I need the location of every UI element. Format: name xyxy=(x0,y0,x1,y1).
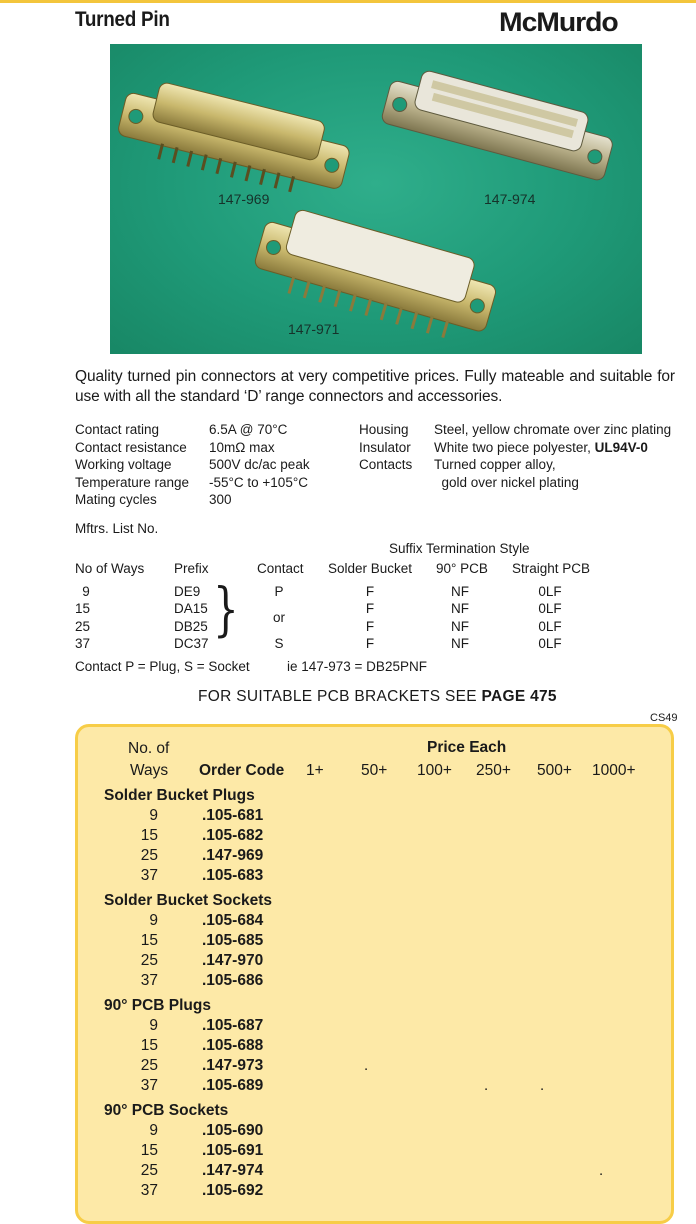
page-code: CS49 xyxy=(650,712,678,724)
spec-value: Turned copper alloy, xyxy=(434,457,556,472)
spec-value: 500V dc/ac peak xyxy=(209,457,310,472)
mfrs-prefix: DA15 xyxy=(174,601,208,616)
order-code[interactable]: .105-688 xyxy=(202,1037,264,1054)
spec-label: Contact rating xyxy=(75,422,160,437)
ways-value: 9 xyxy=(149,912,158,929)
stray-dot: . xyxy=(484,1077,489,1094)
connector-147-969 xyxy=(114,74,356,203)
suffix-straight: 0LF xyxy=(538,584,562,599)
suffix-heading: Suffix Termination Style xyxy=(389,541,530,556)
mfrs-title: Mftrs. List No. xyxy=(75,521,159,536)
mfrs-header: 90° PCB xyxy=(436,561,488,576)
suffix-pcb90: NF xyxy=(451,601,469,616)
mfrs-header: Prefix xyxy=(174,561,209,576)
contact-plug: P xyxy=(274,584,284,599)
ways-value: 15 xyxy=(140,1142,158,1159)
ways-value: 37 xyxy=(140,1077,158,1094)
photo-label-147-974: 147-974 xyxy=(484,191,536,207)
page-title: Turned Pin xyxy=(75,8,170,31)
contact-socket: S xyxy=(274,636,284,651)
mfrs-header: No of Ways xyxy=(75,561,145,576)
section-title: Solder Bucket Plugs xyxy=(104,787,255,804)
contact-or: or xyxy=(272,610,285,625)
spec-value: -55°C to +105°C xyxy=(209,474,308,490)
suffix-straight: 0LF xyxy=(538,601,562,616)
brackets-note: FOR SUITABLE PCB BRACKETS SEE PAGE 475 xyxy=(198,688,557,705)
ways-value: 9 xyxy=(149,807,158,824)
ways-value: 15 xyxy=(140,932,158,949)
order-code[interactable]: .147-970 xyxy=(202,952,264,969)
qty-header: 1000+ xyxy=(592,762,636,779)
spec-value: gold over nickel plating xyxy=(434,474,579,490)
suffix-pcb90: NF xyxy=(451,636,469,651)
suffix-solder: F xyxy=(365,636,375,651)
spec-label: Contacts xyxy=(359,457,413,472)
qty-header: 250+ xyxy=(476,762,511,779)
connector-147-974 xyxy=(381,62,619,181)
top-rule xyxy=(0,0,696,3)
mfrs-ways: 37 xyxy=(75,636,91,651)
spec-label: Housing xyxy=(359,422,409,437)
mfrs-ways: 9 xyxy=(82,584,90,599)
section-title: 90° PCB Plugs xyxy=(104,997,211,1014)
spec-value: 6.5A @ 70°C xyxy=(209,422,288,437)
section-title: 90° PCB Sockets xyxy=(104,1102,229,1119)
mfrs-header: Solder Bucket xyxy=(328,561,413,576)
spec-value: White two piece polyester, UL94V-0 xyxy=(434,439,648,455)
qty-header: 50+ xyxy=(361,762,388,779)
mfrs-ways: 25 xyxy=(75,619,91,634)
mfrs-ways: 15 xyxy=(75,601,91,616)
contact-legend: Contact P = Plug, S = Socket xyxy=(75,659,250,674)
mfrs-header: Straight PCB xyxy=(512,561,591,576)
order-code[interactable]: .147-969 xyxy=(202,847,264,864)
photo-label-147-969: 147-969 xyxy=(218,191,270,207)
ways-value: 25 xyxy=(140,1057,158,1074)
product-photo xyxy=(110,44,642,354)
order-code[interactable]: .105-686 xyxy=(202,972,264,989)
col-order-code: Order Code xyxy=(199,762,285,779)
qty-header: 100+ xyxy=(417,762,452,779)
spec-value: 300 xyxy=(209,492,232,507)
ways-value: 15 xyxy=(140,1037,158,1054)
section-title: Solder Bucket Sockets xyxy=(104,892,272,909)
brand-logo: McMurdo xyxy=(499,7,618,37)
ways-value: 9 xyxy=(149,1017,158,1034)
photo-label-147-971: 147-971 xyxy=(288,321,340,337)
mfrs-header: Contact xyxy=(257,561,304,576)
spec-label: Mating cycles xyxy=(75,492,157,507)
order-code[interactable]: .147-974 xyxy=(202,1162,264,1179)
stray-dot: . xyxy=(364,1057,369,1074)
spec-label: Temperature range xyxy=(75,474,190,490)
col-ways-2: Ways xyxy=(130,762,169,779)
price-heading: Price Each xyxy=(427,739,507,756)
qty-header: 1+ xyxy=(306,762,324,779)
order-example: ie 147-973 = DB25PNF xyxy=(287,659,427,674)
mfrs-prefix: DC37 xyxy=(174,636,209,651)
order-code[interactable]: .147-973 xyxy=(202,1057,264,1074)
order-code[interactable]: .105-691 xyxy=(202,1142,264,1159)
suffix-solder: F xyxy=(365,619,375,634)
spec-label: Contact resistance xyxy=(75,439,187,455)
ways-value: 25 xyxy=(140,952,158,969)
order-code[interactable]: .105-683 xyxy=(202,867,264,884)
ways-value: 25 xyxy=(140,847,158,864)
suffix-pcb90: NF xyxy=(451,584,469,599)
spec-label: Insulator xyxy=(359,439,411,455)
suffix-solder: F xyxy=(365,584,375,599)
intro-paragraph: Quality turned pin connectors at very competitive prices. Fully mateable and suitable for use with all the standard ‘D’ range connectors and accessories. xyxy=(75,368,675,405)
spec-value: 10mΩ max xyxy=(209,439,275,455)
stray-dot: . xyxy=(599,1162,604,1179)
order-code[interactable]: .105-690 xyxy=(202,1122,264,1139)
suffix-straight: 0LF xyxy=(538,636,562,651)
mfrs-prefix: DE9 xyxy=(174,584,201,599)
order-code[interactable]: .105-687 xyxy=(202,1017,264,1034)
ways-value: 37 xyxy=(140,972,158,989)
ways-value: 37 xyxy=(140,867,158,884)
order-code[interactable]: .105-681 xyxy=(202,807,264,824)
page-link[interactable]: PAGE 475 xyxy=(481,688,557,705)
stray-dot: . xyxy=(540,1077,545,1094)
suffix-pcb90: NF xyxy=(451,619,469,634)
order-code[interactable]: .105-689 xyxy=(202,1077,264,1094)
order-code[interactable]: .105-682 xyxy=(202,827,264,844)
suffix-straight: 0LF xyxy=(538,619,562,634)
brace-icon: } xyxy=(213,575,239,643)
ways-value: 25 xyxy=(140,1162,158,1179)
spec-label: Working voltage xyxy=(75,457,172,472)
ways-value: 37 xyxy=(140,1182,158,1199)
spec-value: Steel, yellow chromate over zinc plating xyxy=(434,422,672,437)
order-code[interactable]: .105-692 xyxy=(202,1182,264,1199)
suffix-solder: F xyxy=(365,601,375,616)
ways-value: 9 xyxy=(149,1122,158,1139)
col-ways-1: No. of xyxy=(128,740,170,757)
ways-value: 15 xyxy=(140,827,158,844)
order-code[interactable]: .105-685 xyxy=(202,932,264,949)
mfrs-prefix: DB25 xyxy=(174,619,208,634)
qty-header: 500+ xyxy=(537,762,572,779)
connector-illustration xyxy=(110,44,642,354)
order-code[interactable]: .105-684 xyxy=(202,912,264,929)
